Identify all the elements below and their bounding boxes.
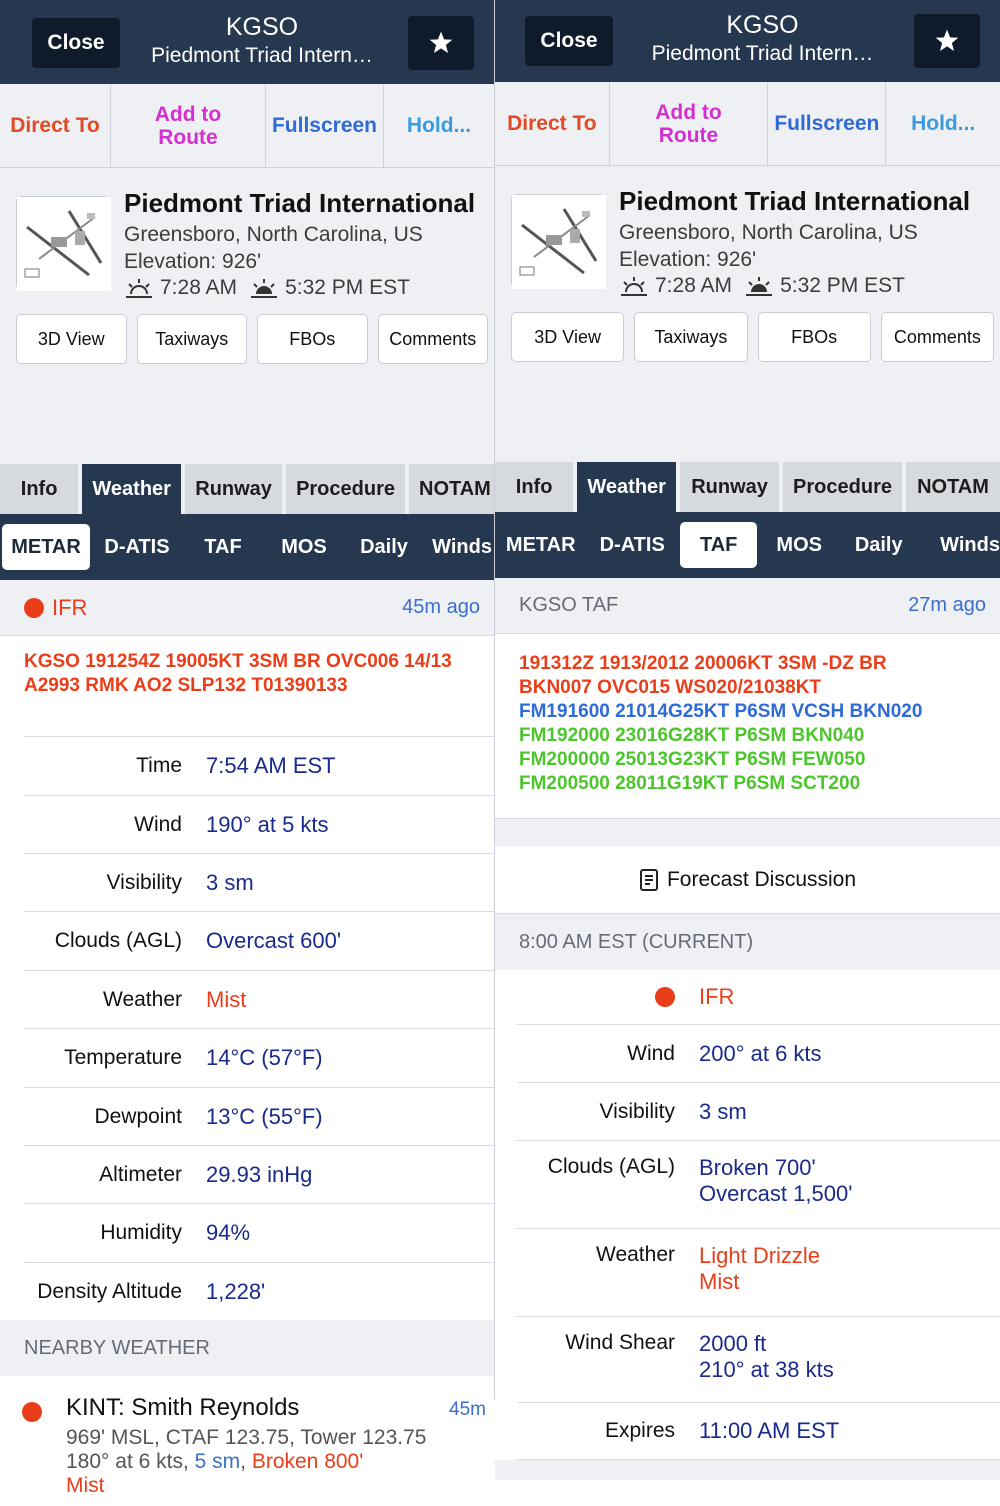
detail-row-dewpoint [24, 1087, 494, 1145]
detail-label: Density Altitude [0, 1280, 206, 1304]
detail-row-visibility [517, 1082, 1000, 1140]
detail-label: Altimeter [24, 1163, 206, 1187]
detail-label: Weather [517, 1243, 699, 1267]
airport-name: Piedmont Triad International [124, 188, 475, 219]
direct-to-button[interactable]: Direct To [495, 82, 610, 165]
airport-ident: KGSO [130, 12, 394, 42]
fullscreen-button[interactable]: Fullscreen [266, 84, 384, 167]
detail-label: Clouds (AGL) [24, 929, 206, 953]
detail-value: 3 sm [699, 1099, 747, 1125]
raw-metar: KGSO 191254Z 19005KT 3SM BR OVC006 14/13 A2993 RMK AO2 SLP132 T01390133 [0, 636, 494, 736]
tab-weather[interactable]: Weather [82, 464, 181, 514]
add-to-route-button[interactable]: Add to Route [111, 84, 266, 167]
metar-age: 45m ago [402, 596, 480, 619]
3d-view-button[interactable]: 3D View [16, 314, 127, 364]
main-tabs [495, 462, 1000, 512]
sunrise-icon [619, 275, 649, 297]
detail-value: Overcast 600' [206, 928, 341, 954]
spacer-band [495, 818, 1000, 846]
tab-info[interactable]: Info [0, 464, 78, 514]
subtab-metar[interactable]: METAR [2, 524, 90, 570]
nearby-visibility: 5 sm [195, 1450, 241, 1473]
nearby-clouds: Broken 800' [252, 1450, 363, 1473]
sunrise-time: 7:28 AM [655, 274, 732, 298]
taf-line: FM192000 23016G28KT P6SM BKN040 [519, 724, 976, 748]
detail-row-temperature [24, 1028, 494, 1087]
taf-line: FM191600 21014G25KT P6SM VCSH BKN020 [519, 700, 976, 724]
document-icon [639, 868, 659, 892]
nearby-separator: , [240, 1450, 252, 1473]
close-button[interactable]: Close [32, 18, 120, 68]
airport-name: Piedmont Triad International [619, 186, 970, 217]
detail-row-wind-shear [517, 1316, 1000, 1402]
nearby-station-title: KINT: Smith Reynolds [66, 1394, 299, 1422]
detail-value: Mist [206, 987, 246, 1013]
sunset-icon [744, 275, 774, 297]
tab-notam[interactable]: NOTAM [409, 464, 494, 514]
detail-value: Light Drizzle [699, 1243, 820, 1269]
nearby-wind: 180° at 6 kts, [66, 1450, 195, 1473]
tab-runway[interactable]: Runway [185, 464, 282, 514]
detail-row-wind [24, 795, 494, 853]
tab-procedure[interactable]: Procedure [286, 464, 405, 514]
detail-value: 29.93 inHg [206, 1162, 312, 1188]
title-block [625, 10, 900, 68]
subtab-d-atis[interactable]: D-ATIS [584, 522, 679, 568]
taxiways-button[interactable]: Taxiways [634, 312, 747, 362]
taf-detail-table [517, 970, 1000, 1460]
fbos-button[interactable]: FBOs [758, 312, 871, 362]
detail-value-group [699, 1155, 852, 1207]
taf-line: BKN007 OVC015 WS020/21038KT [519, 676, 976, 700]
sun-times [619, 274, 905, 298]
main-tabs [0, 464, 494, 514]
airport-location: Greensboro, North Carolina, US [619, 221, 918, 245]
subtab-daily[interactable]: Daily [841, 522, 917, 568]
taf-line: FM200500 28011G19KT P6SM SCT200 [519, 772, 976, 796]
forecast-discussion-button[interactable] [495, 846, 1000, 914]
tab-weather[interactable]: Weather [577, 462, 676, 512]
detail-row-humidity [24, 1203, 494, 1262]
detail-label: Expires [517, 1419, 699, 1443]
detail-value-2: Overcast 1,500' [699, 1181, 852, 1207]
comments-button[interactable]: Comments [881, 312, 994, 362]
detail-value-2: 210° at 38 kts [699, 1357, 834, 1383]
action-row [0, 84, 494, 168]
metar-panel [0, 0, 494, 1399]
airport-diagram-thumbnail[interactable] [511, 194, 605, 288]
tab-runway[interactable]: Runway [680, 462, 779, 512]
detail-value-group [699, 1243, 820, 1295]
flight-category-status [0, 580, 494, 636]
close-button[interactable]: Close [525, 16, 613, 66]
airport-elevation: Elevation: 926' [619, 248, 756, 272]
action-row [495, 82, 1000, 166]
forecast-period-header: 8:00 AM EST (CURRENT) [495, 914, 1000, 970]
taf-age: 27m ago [908, 594, 986, 617]
sunset-icon [249, 277, 279, 299]
detail-row-weather [517, 1228, 1000, 1316]
comments-button[interactable]: Comments [378, 314, 489, 364]
taf-title: KGSO TAF [519, 594, 618, 617]
direct-to-button[interactable]: Direct To [0, 84, 111, 167]
detail-label: Weather [24, 988, 206, 1012]
detail-value: 200° at 6 kts [699, 1041, 822, 1067]
hold-button[interactable]: Hold... [886, 82, 1000, 165]
taf-header [495, 578, 1000, 634]
detail-label: Visibility [517, 1100, 699, 1124]
detail-row-visibility [24, 853, 494, 911]
detail-value-group [699, 1331, 834, 1383]
detail-label: Wind Shear [517, 1331, 699, 1355]
forecast-discussion-label: Forecast Discussion [667, 868, 856, 892]
star-icon [934, 28, 960, 54]
detail-label: Clouds (AGL) [517, 1155, 699, 1179]
3d-view-button[interactable]: 3D View [511, 312, 624, 362]
sun-times [124, 276, 410, 300]
subtab-mos[interactable]: MOS [757, 522, 841, 568]
top-bar [495, 0, 1000, 82]
subtab-metar[interactable]: METAR [497, 522, 584, 568]
flight-category: IFR [699, 984, 734, 1010]
detail-value: 14°C (57°F) [206, 1045, 323, 1071]
detail-row-wind [517, 1024, 1000, 1082]
detail-label: Visibility [24, 871, 206, 895]
detail-row-altimeter [24, 1145, 494, 1203]
detail-label: Time [24, 754, 206, 778]
weather-subtabs [0, 514, 494, 580]
airport-header [495, 166, 1000, 462]
add-to-route-button[interactable]: Add to Route [610, 82, 769, 165]
sunset-time: 5:32 PM EST [780, 274, 905, 298]
detail-value: 3 sm [206, 870, 254, 896]
airport-subtitle: Piedmont Triad Intern… [130, 42, 394, 70]
sunset-time: 5:32 PM EST [285, 276, 410, 300]
nearby-age: 45m [449, 1399, 486, 1421]
favorite-button[interactable] [408, 16, 474, 70]
subtab-daily[interactable]: Daily [346, 524, 422, 570]
flight-category: IFR [52, 595, 87, 621]
taxiways-button[interactable]: Taxiways [137, 314, 248, 364]
hold-button[interactable]: Hold... [384, 84, 494, 167]
detail-label: Wind [517, 1042, 699, 1066]
subtab-winds[interactable]: Winds [917, 522, 1000, 568]
detail-row-time [24, 736, 494, 795]
detail-value-2: Mist [699, 1269, 820, 1295]
raw-taf [495, 634, 1000, 818]
taf-panel [494, 0, 1000, 1399]
airport-button-row [16, 314, 488, 364]
subtab-winds[interactable]: Winds [422, 524, 492, 570]
airport-button-row [511, 312, 994, 362]
detail-label: Wind [24, 813, 206, 837]
detail-label: Humidity [24, 1221, 206, 1245]
tab-procedure[interactable]: Procedure [783, 462, 902, 512]
ifr-dot-icon [24, 598, 44, 618]
detail-row-clouds [517, 1140, 1000, 1228]
weather-subtabs [495, 512, 1000, 578]
airport-diagram-thumbnail[interactable] [16, 196, 110, 290]
nearby-ifr-dot-icon [22, 1402, 42, 1422]
detail-value: 11:00 AM EST [699, 1418, 839, 1444]
star-icon [428, 30, 454, 56]
sunrise-time: 7:28 AM [160, 276, 237, 300]
detail-row-category [517, 970, 1000, 1024]
detail-row-clouds [24, 911, 494, 970]
subtab-taf[interactable]: TAF [184, 524, 262, 570]
detail-value: 94% [206, 1220, 250, 1246]
nearby-weather-line: Mist [66, 1474, 486, 1498]
detail-label: Dewpoint [24, 1105, 206, 1129]
detail-row-density-altitude [24, 1262, 494, 1320]
nearby-weather-item[interactable] [0, 1376, 494, 1506]
detail-row-expires [517, 1402, 1000, 1460]
airport-elevation: Elevation: 926' [124, 250, 261, 274]
nearby-conditions-line [66, 1450, 486, 1474]
taf-line: 191312Z 1913/2012 20006KT 3SM -DZ BR [519, 652, 976, 676]
top-bar [0, 0, 494, 84]
subtab-mos[interactable]: MOS [262, 524, 346, 570]
fbos-button[interactable]: FBOs [257, 314, 368, 364]
ifr-dot-icon [655, 987, 675, 1007]
subtab-d-atis[interactable]: D-ATIS [90, 524, 184, 570]
detail-row-weather [24, 970, 494, 1028]
title-block [130, 12, 394, 70]
tab-info[interactable]: Info [495, 462, 573, 512]
detail-value: 1,228' [206, 1279, 265, 1305]
bottom-band [495, 1460, 1000, 1480]
airport-subtitle: Piedmont Triad Intern… [625, 40, 900, 68]
taf-line: FM200000 25013G23KT P6SM FEW050 [519, 748, 976, 772]
detail-value: 2000 ft [699, 1331, 834, 1357]
nearby-info-line: 969' MSL, CTAF 123.75, Tower 123.75 [66, 1426, 486, 1450]
detail-value: 190° at 5 kts [206, 812, 329, 838]
category-dot-cell [517, 987, 699, 1007]
tab-notam[interactable]: NOTAM [906, 462, 1000, 512]
airport-ident: KGSO [625, 10, 900, 40]
detail-value: 7:54 AM EST [206, 753, 336, 779]
airport-header [0, 168, 494, 464]
sunrise-icon [124, 277, 154, 299]
metar-detail-table [24, 736, 494, 1320]
airport-location: Greensboro, North Carolina, US [124, 223, 423, 247]
detail-label: Temperature [24, 1046, 206, 1070]
detail-value: 13°C (55°F) [206, 1104, 323, 1130]
detail-value: Broken 700' [699, 1155, 852, 1181]
subtab-taf[interactable]: TAF [680, 522, 758, 568]
fullscreen-button[interactable]: Fullscreen [768, 82, 886, 165]
favorite-button[interactable] [914, 14, 980, 68]
nearby-weather-header: NEARBY WEATHER [0, 1320, 494, 1376]
